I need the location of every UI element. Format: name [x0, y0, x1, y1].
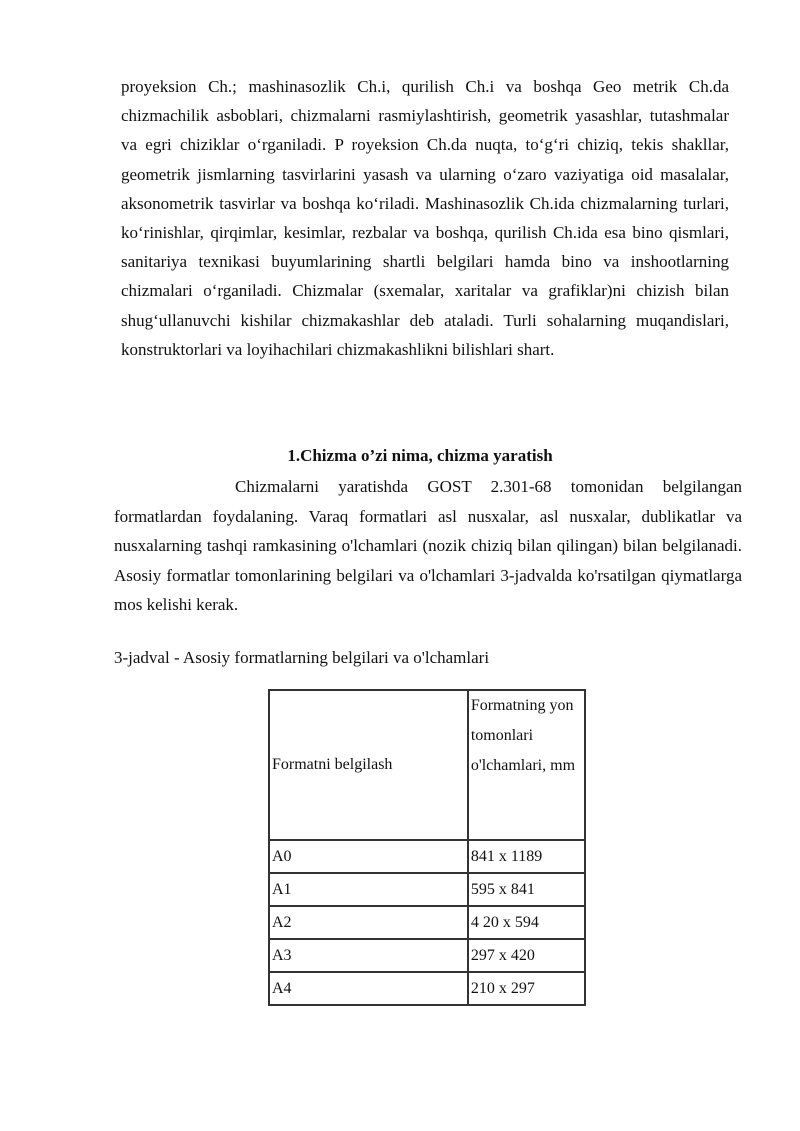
body-paragraph: Chizmalarni yaratishda GOST 2.301-68 tomonidan belgilangan formatlardan foydalaning. Varaq formatlari asl nusxalar, asl nusxalar, dublikatlar va nusxalarning tashqi ramkasining o'lchamlari (nozik chiziq bilan qilingan) bilan belgilanadi. Asosiy formatlar tomonlarining belgilari va o'lchamlari 3-jadvalda ko'rsatilgan qiymatlarga mos kelishi kerak.: [114, 477, 742, 615]
formats-table: [268, 689, 586, 1006]
table-header-row: [269, 690, 585, 840]
section-heading: 1.Chizma o’zi nima, chizma yaratish: [287, 446, 553, 465]
cell-designation: A1: [269, 873, 468, 906]
table-row: [269, 840, 585, 873]
cell-designation: A0: [269, 840, 468, 873]
cell-designation: A2: [269, 906, 468, 939]
cell-dimensions: 4 20 x 594: [468, 906, 585, 939]
table-row: [269, 873, 585, 906]
cell-dimensions: 297 x 420: [468, 939, 585, 972]
cell-dimensions: 841 x 1189: [468, 840, 585, 873]
table-row: [269, 906, 585, 939]
table-row: [269, 972, 585, 1005]
intro-paragraph: proyeksion Ch.; mashinasozlik Ch.i, qurilish Ch.i va boshqa Geo metrik Ch.da chizmachilik asboblari, chizmalarni rasmiylashtirish, geometrik yasashlar, tutashmalar va egri chiziklar o‘rganiladi. P royeksion Ch.da nuqta, to‘g‘ri chiziq, tekis shakllar, geometrik jismlarning tasvirlarini yasash va ularning o‘zaro vaziyatiga oid masalalar, aksonometrik tasvirlar va boshqa ko‘riladi. Mashinasozlik Ch.ida chizmalarning turlari, ko‘rinishlar, qirqimlar, kesimlar, rezbalar va boshqa, qurilish Ch.ida esa bino qismlari, sanitariya texnikasi buyumlarining shartli belgilari hamda bino va inshootlarning chizmalari o‘rganiladi. Chizmalar (sxemalar, xaritalar va grafiklar)ni chizish bilan shug‘ullanuvchi kishilar chizmakashlar deb ataladi. Turli sohalarning muqandislari, konstruktorlari va loyihachilari chizmakashlikni bilishlari shart.: [121, 77, 729, 359]
header-designation: Formatni belgilash: [269, 690, 468, 840]
cell-designation: A4: [269, 972, 468, 1005]
table-caption: 3-jadval - Asosiy formatlarning belgilari va o'lchamlari: [114, 648, 490, 667]
header-dimensions: Formatning yon tomonlari o'lchamlari, mm: [468, 690, 585, 840]
cell-dimensions: 210 x 297: [468, 972, 585, 1005]
table-row: [269, 939, 585, 972]
cell-designation: A3: [269, 939, 468, 972]
cell-dimensions: 595 x 841: [468, 873, 585, 906]
